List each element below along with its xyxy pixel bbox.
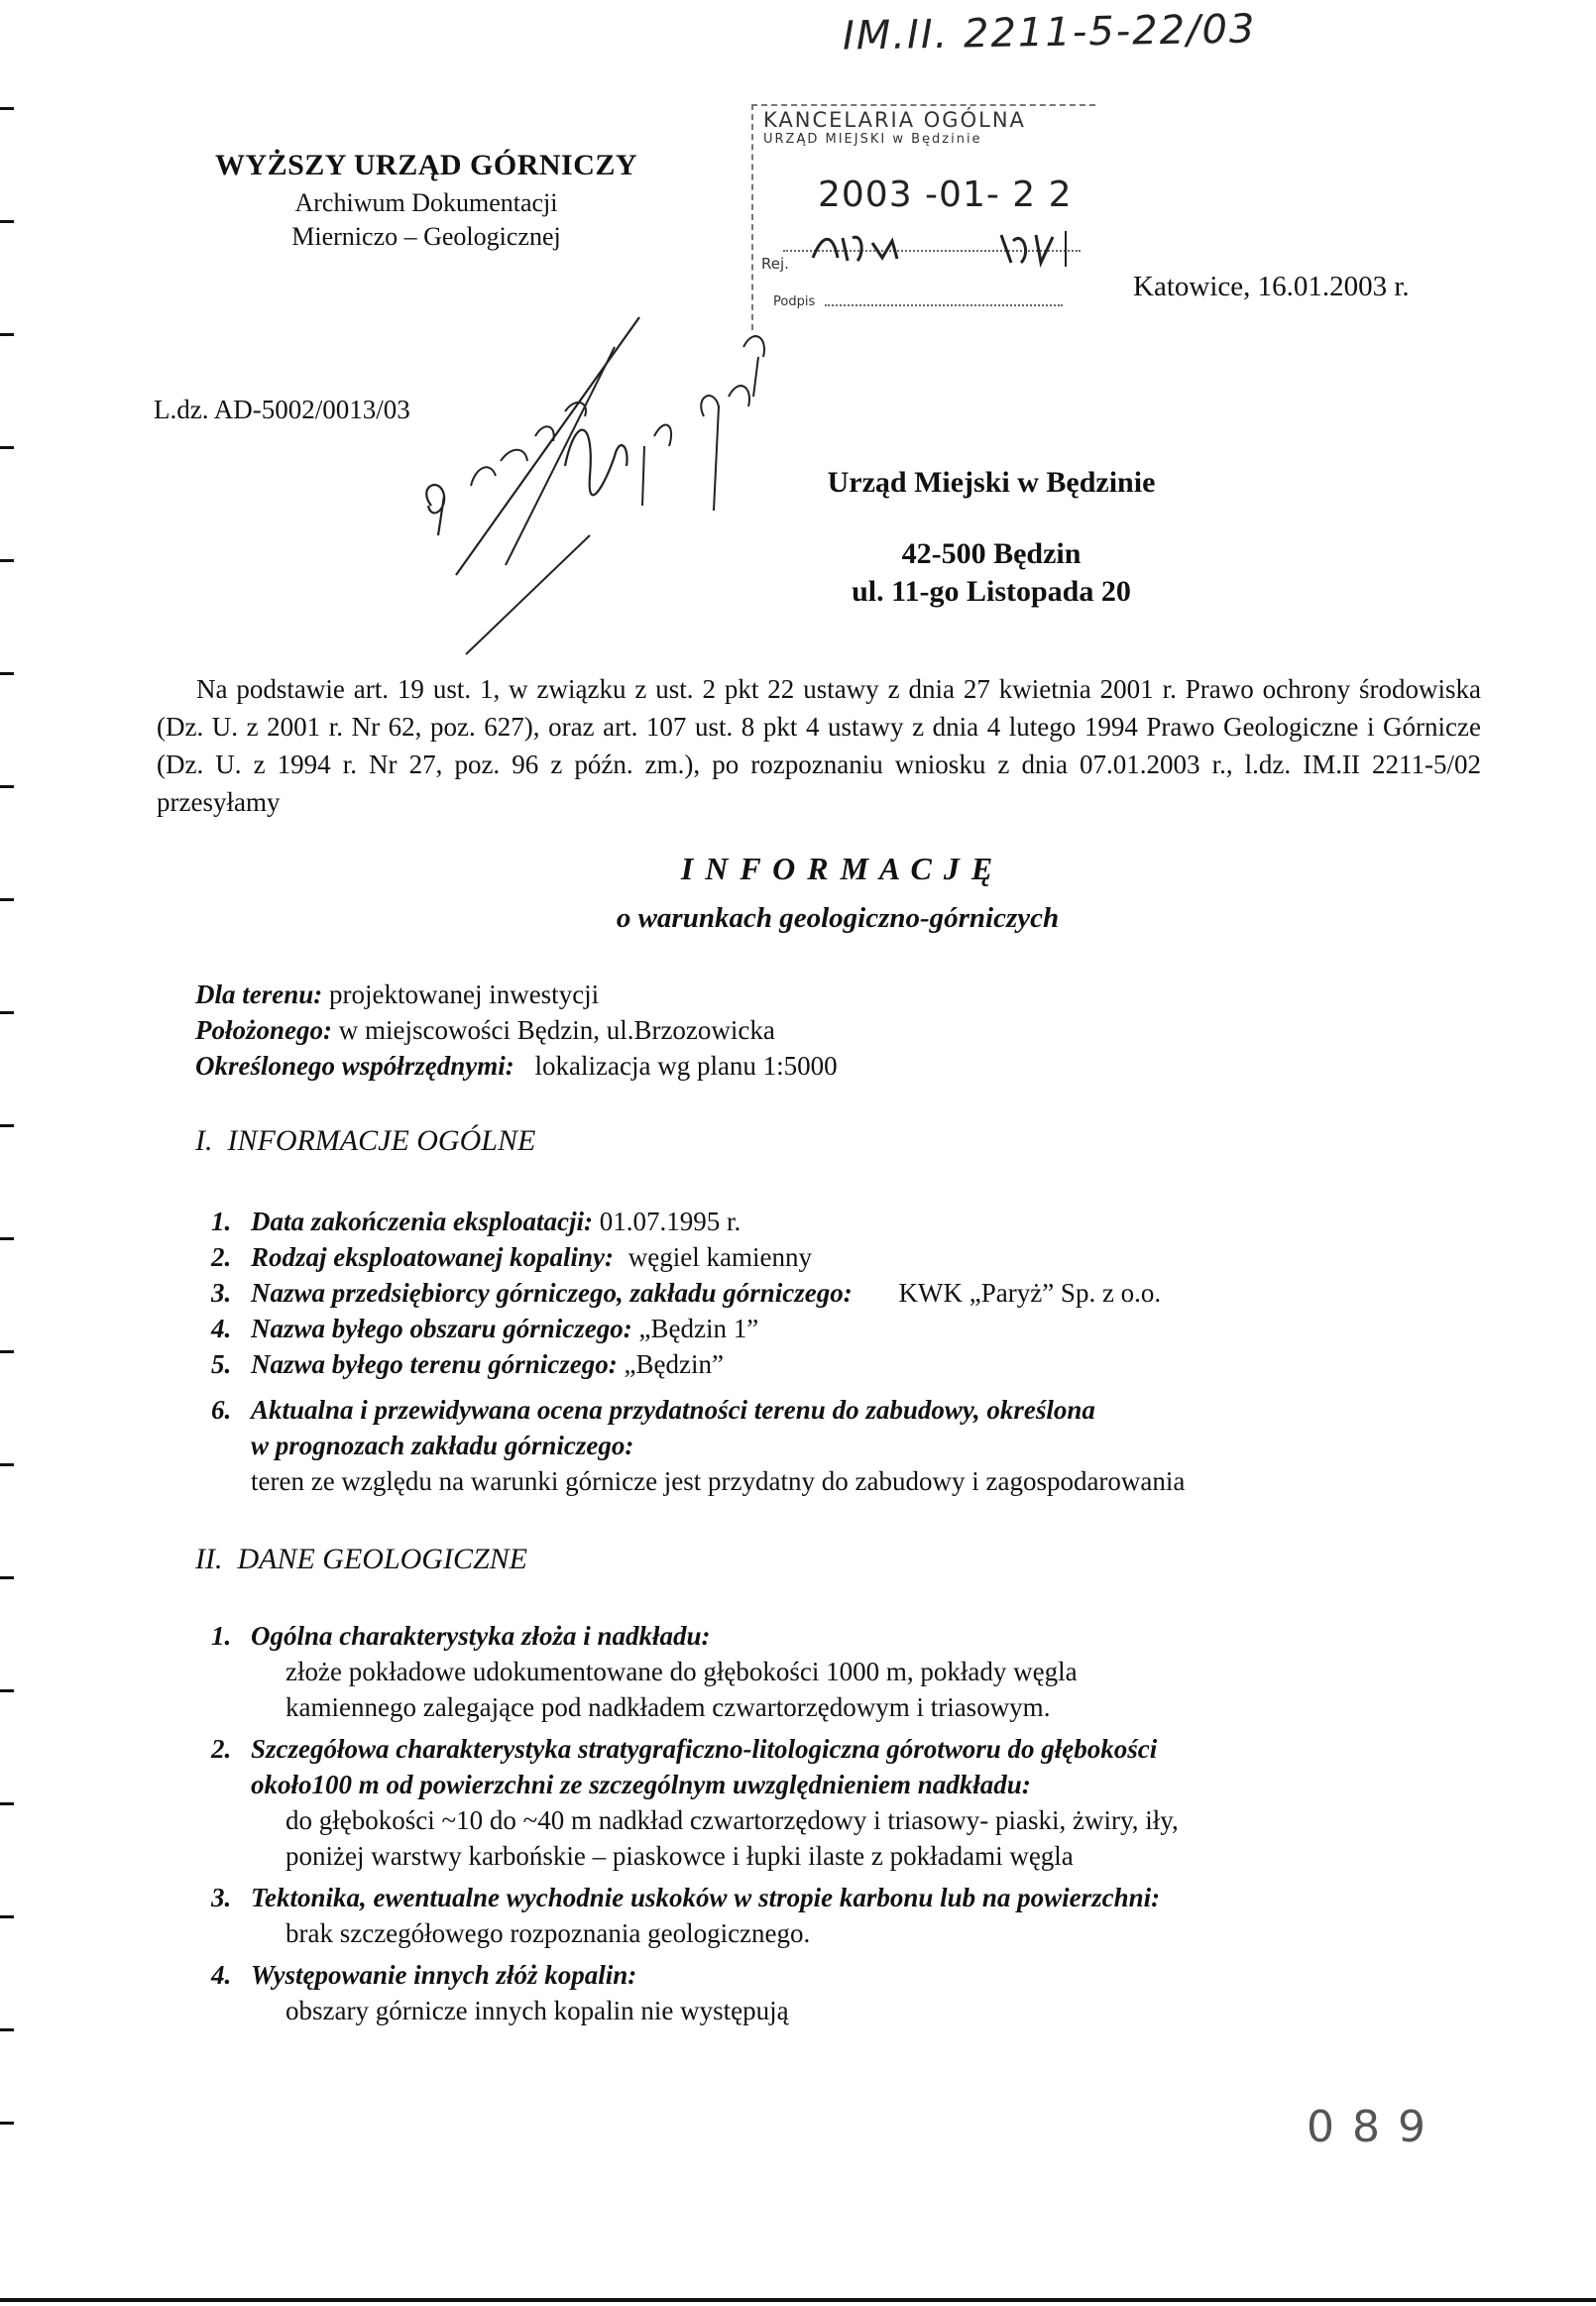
section2-item-1: [211, 1618, 711, 1654]
recipient-street: ul. 11-go Listopada 20: [852, 575, 1131, 608]
section2-item-3-value1: brak szczegółowego rozpoznania geologicznego.: [285, 1918, 811, 1948]
item-label: Rodzaj eksploatowanej kopaliny:: [251, 1242, 615, 1272]
section2-item-4: [211, 1957, 636, 1993]
item-value: KWK „Paryż” Sp. z o.o.: [898, 1278, 1162, 1308]
issuer-title: WYŻSZY URZĄD GÓRNICZY: [214, 149, 638, 181]
item-label: Aktualna i przewidywana ocena przydatności terenu do zabudowy, określona: [251, 1395, 1095, 1425]
issuer-dept-line2: Mierniczo – Geologicznej: [291, 222, 561, 251]
item-value: „Będzin 1”: [638, 1314, 759, 1343]
section1-item-6-value: teren ze względu na warunki górnicze jest przydatny do zabudowy i zagospodarowania: [251, 1466, 1186, 1496]
stamp-line2: URZĄD MIEJSKI w Będzinie: [763, 132, 982, 147]
section1-item-6-label2: w prognozach zakładu górniczego:: [251, 1431, 634, 1460]
section2-item-1-value1: złoże pokładowe udokumentowane do głębokości 1000 m, pokłady węgla: [285, 1657, 1078, 1686]
section2-item-1-value2: kamiennego zalegające pod nadkładem czwartorzędowym i triasowym.: [285, 1692, 1051, 1722]
ldz-reference: L.dz. AD-5002/0013/03: [154, 395, 410, 424]
margin-tick: [0, 2122, 14, 2125]
item-label: Nazwa przedsiębiorcy górniczego, zakładu górniczego:: [251, 1278, 853, 1308]
document-subtitle: o warunkach geologiczno-górniczych: [616, 902, 1060, 934]
item-value: 01.07.1995 r.: [599, 1207, 741, 1236]
section2-item-4-value1: obszary górnicze innych kopalin nie występują: [285, 1996, 789, 2025]
section1-item-6: [211, 1392, 1095, 1428]
margin-tick: [0, 1576, 14, 1579]
section2-item-3: [211, 1880, 1160, 1915]
document-title: I N F O R M A C J Ę: [680, 851, 995, 886]
margin-tick: [0, 1463, 14, 1466]
item-number: 3.: [211, 1883, 232, 1912]
recipient-name: Urząd Miejski w Będzinie: [827, 466, 1156, 499]
item-label: Data zakończenia eksploatacji:: [251, 1207, 593, 1236]
item-number: 5.: [211, 1349, 232, 1379]
item-value: „Będzin”: [624, 1349, 724, 1379]
item-label: Tektonika, ewentualne wychodnie uskoków w stropie karbonu lub na powierzchni:: [251, 1883, 1161, 1912]
registration-stamp: [751, 104, 1095, 330]
section1-item-1: [211, 1204, 741, 1239]
section1-item-2: [211, 1239, 812, 1275]
meta-value: projektowanej inwestycji: [329, 980, 600, 1009]
item-label: Nazwa byłego obszaru górniczego:: [251, 1314, 632, 1343]
item-label: Nazwa byłego terenu górniczego:: [251, 1349, 618, 1379]
margin-tick: [0, 785, 14, 788]
item-number: 6.: [211, 1395, 232, 1425]
section2-title: II. DANE GEOLOGICZNE: [195, 1543, 527, 1575]
meta-value: w miejscowości Będzin, ul.Brzozowicka: [338, 1015, 775, 1045]
section1-item-4: [211, 1311, 758, 1346]
issuer-dept-line1: Archiwum Dokumentacji: [294, 188, 558, 217]
stamp-podpis-line: [825, 304, 1063, 306]
item-number: 2.: [211, 1242, 232, 1272]
stamp-date: 2003 -01- 2 2: [818, 174, 1073, 215]
item-label: Występowanie innych złóż kopalin:: [251, 1960, 637, 1990]
stamp-handwriting: [803, 223, 1081, 273]
section2-item-2: [211, 1731, 1157, 1767]
issuer-header: [178, 149, 674, 254]
margin-tick: [0, 220, 14, 223]
margin-tick: [0, 1802, 14, 1805]
item-number: 1.: [211, 1207, 232, 1236]
margin-tick: [0, 107, 14, 110]
margin-tick: [0, 2028, 14, 2031]
section1-item-3: [211, 1275, 1161, 1311]
stamp-reg-label: Rej.: [761, 255, 789, 273]
stamp-podpis-label: Podpis: [773, 294, 816, 309]
margin-tick: [0, 446, 14, 449]
item-number: 1.: [211, 1621, 232, 1651]
section2-item-2-label2: około100 m od powierzchni ze szczególnym uwzględnieniem nadkładu:: [251, 1770, 1031, 1799]
item-label: Szczegółowa charakterystyka stratygraficzno-litologiczna górotworu do głębokości: [251, 1734, 1158, 1764]
margin-tick: [0, 1237, 14, 1240]
meta-terrain: [195, 977, 599, 1012]
section2-item-2-value1: do głębokości ~10 do ~40 m nadkład czwartorzędowy i triasowy- piaski, żwiry, iły,: [285, 1805, 1179, 1835]
item-number: 3.: [211, 1278, 232, 1308]
margin-tick: [0, 1689, 14, 1692]
page-number: 0 8 9: [1307, 2102, 1427, 2152]
margin-tick: [0, 1011, 14, 1014]
margin-tick: [0, 1124, 14, 1127]
item-number: 2.: [211, 1734, 232, 1764]
meta-location: [195, 1012, 775, 1048]
handwritten-signature-marks: [416, 297, 793, 664]
meta-coordinates: [195, 1048, 838, 1084]
meta-value: lokalizacja wg planu 1:5000: [534, 1051, 838, 1081]
margin-tick: [0, 333, 14, 336]
margin-tick: [0, 559, 14, 562]
section1-item-5: [211, 1346, 724, 1382]
item-number: 4.: [211, 1960, 232, 1990]
intro-paragraph: Na podstawie art. 19 ust. 1, w związku z ust. 2 pkt 22 ustawy z dnia 27 kwietnia 2001 r. Prawo ochrony środowiska (Dz. U. z 2001 r. Nr 62, poz. 627), oraz art. 107 ust. 8 pkt 4 ustawy z dnia 4 lutego 1994 Prawo Geologiczne i Górnicze (Dz. U. z 1994 r. Nr 27, poz. 96 z późn. zm.), po rozpoznaniu wniosku z dnia 07.01.2003 r., l.dz. IM.II 2211-5/02 przesyłamy: [157, 674, 1481, 817]
section2-item-2-value2: poniżej warstwy karbońskie – piaskowce i łupki ilaste z pokładami węgla: [285, 1841, 1074, 1871]
place-date: Katowice, 16.01.2003 r.: [1133, 271, 1410, 302]
scan-bottom-edge: [0, 2298, 1596, 2302]
item-value: węgiel kamienny: [627, 1242, 812, 1272]
margin-tick: [0, 1915, 14, 1918]
handwritten-reference: IM.II. 2211-5-22/03: [842, 6, 1257, 59]
meta-label: Położonego:: [195, 1015, 332, 1045]
meta-label: Dla terenu:: [195, 980, 323, 1009]
margin-tick: [0, 672, 14, 675]
meta-label: Określonego współrzędnymi:: [195, 1051, 514, 1081]
margin-tick: [0, 1350, 14, 1353]
stamp-line1: KANCELARIA OGÓLNA: [763, 108, 1026, 132]
margin-tick: [0, 898, 14, 901]
recipient-block: [763, 466, 1219, 609]
section1-title: I. INFORMACJE OGÓLNE: [195, 1124, 536, 1157]
item-label: Ogólna charakterystyka złoża i nadkładu:: [251, 1621, 711, 1651]
recipient-postcode-city: 42-500 Będzin: [901, 537, 1082, 570]
item-number: 4.: [211, 1314, 232, 1343]
